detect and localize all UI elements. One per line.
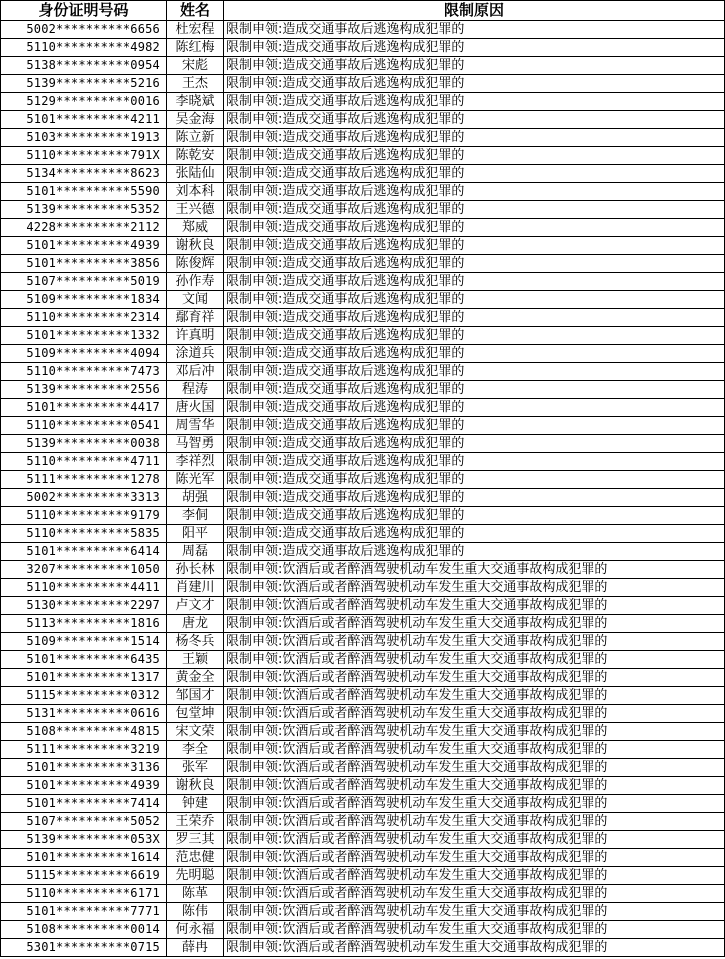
reason-cell: 限制申领:造成交通事故后逃逸构成犯罪的 [224, 255, 725, 273]
table-row [1, 309, 725, 327]
reason-cell: 限制申领:造成交通事故后逃逸构成犯罪的 [224, 165, 725, 183]
name-cell: 唐火国 [167, 399, 224, 417]
table-row [1, 183, 725, 201]
id-number-cell: 5139**********053X [1, 831, 167, 849]
id-number-cell: 5110**********791X [1, 147, 167, 165]
id-number-cell: 5110**********9179 [1, 507, 167, 525]
name-cell: 范忠健 [167, 849, 224, 867]
reason-cell: 限制申领:饮酒后或者醉酒驾驶机动车发生重大交通事故构成犯罪的 [224, 885, 725, 903]
reason-cell: 限制申领:饮酒后或者醉酒驾驶机动车发生重大交通事故构成犯罪的 [224, 813, 725, 831]
header-reason: 限制原因 [224, 1, 725, 21]
table-row [1, 255, 725, 273]
reason-cell: 限制申领:饮酒后或者醉酒驾驶机动车发生重大交通事故构成犯罪的 [224, 579, 725, 597]
table-row [1, 759, 725, 777]
reason-cell: 限制申领:饮酒后或者醉酒驾驶机动车发生重大交通事故构成犯罪的 [224, 669, 725, 687]
table-row [1, 903, 725, 921]
name-cell: 唐龙 [167, 615, 224, 633]
name-cell: 李晓斌 [167, 93, 224, 111]
id-number-cell: 5101**********5590 [1, 183, 167, 201]
reason-cell: 限制申领:饮酒后或者醉酒驾驶机动车发生重大交通事故构成犯罪的 [224, 759, 725, 777]
table-row [1, 543, 725, 561]
id-number-cell: 5101**********4417 [1, 399, 167, 417]
id-number-cell: 5101**********3136 [1, 759, 167, 777]
table-row [1, 651, 725, 669]
name-cell: 邹国才 [167, 687, 224, 705]
id-number-cell: 5101**********7414 [1, 795, 167, 813]
id-number-cell: 5002**********6656 [1, 21, 167, 39]
name-cell: 周雪华 [167, 417, 224, 435]
table-row [1, 813, 725, 831]
table-row [1, 75, 725, 93]
name-cell: 涂道兵 [167, 345, 224, 363]
reason-cell: 限制申领:饮酒后或者醉酒驾驶机动车发生重大交通事故构成犯罪的 [224, 651, 725, 669]
id-number-cell: 5108**********0014 [1, 921, 167, 939]
reason-cell: 限制申领:饮酒后或者醉酒驾驶机动车发生重大交通事故构成犯罪的 [224, 615, 725, 633]
reason-cell: 限制申领:造成交通事故后逃逸构成犯罪的 [224, 489, 725, 507]
table-row [1, 579, 725, 597]
name-cell: 陈光军 [167, 471, 224, 489]
name-cell: 李全 [167, 741, 224, 759]
table-row [1, 723, 725, 741]
name-cell: 吴金海 [167, 111, 224, 129]
table-row [1, 291, 725, 309]
id-number-cell: 5101**********6435 [1, 651, 167, 669]
id-number-cell: 5113**********1816 [1, 615, 167, 633]
name-cell: 陈俊辉 [167, 255, 224, 273]
table-row [1, 273, 725, 291]
table-row [1, 399, 725, 417]
table-row [1, 93, 725, 111]
name-cell: 李侗 [167, 507, 224, 525]
id-number-cell: 5139**********2556 [1, 381, 167, 399]
name-cell: 罗三其 [167, 831, 224, 849]
name-cell: 胡强 [167, 489, 224, 507]
id-number-cell: 5101**********1317 [1, 669, 167, 687]
name-cell: 张陆仙 [167, 165, 224, 183]
name-cell: 孙长林 [167, 561, 224, 579]
id-number-cell: 5111**********1278 [1, 471, 167, 489]
reason-cell: 限制申领:造成交通事故后逃逸构成犯罪的 [224, 453, 725, 471]
table-row [1, 21, 725, 39]
table-row [1, 417, 725, 435]
reason-cell: 限制申领:造成交通事故后逃逸构成犯罪的 [224, 291, 725, 309]
reason-cell: 限制申领:造成交通事故后逃逸构成犯罪的 [224, 417, 725, 435]
reason-cell: 限制申领:造成交通事故后逃逸构成犯罪的 [224, 543, 725, 561]
table-row [1, 237, 725, 255]
name-cell: 肖建川 [167, 579, 224, 597]
name-cell: 王兴德 [167, 201, 224, 219]
table-row [1, 615, 725, 633]
name-cell: 何永福 [167, 921, 224, 939]
reason-cell: 限制申领:造成交通事故后逃逸构成犯罪的 [224, 399, 725, 417]
table-row [1, 669, 725, 687]
id-number-cell: 5139**********0038 [1, 435, 167, 453]
table-row [1, 885, 725, 903]
table-row [1, 129, 725, 147]
id-number-cell: 5002**********3313 [1, 489, 167, 507]
id-number-cell: 5134**********8623 [1, 165, 167, 183]
table-row [1, 867, 725, 885]
name-cell: 张军 [167, 759, 224, 777]
table-row [1, 471, 725, 489]
reason-cell: 限制申领:造成交通事故后逃逸构成犯罪的 [224, 327, 725, 345]
name-cell: 王颖 [167, 651, 224, 669]
name-cell: 邓后冲 [167, 363, 224, 381]
table-row [1, 561, 725, 579]
id-number-cell: 5130**********2297 [1, 597, 167, 615]
id-number-cell: 5108**********4815 [1, 723, 167, 741]
table-row [1, 165, 725, 183]
table-row [1, 489, 725, 507]
name-cell: 程涛 [167, 381, 224, 399]
reason-cell: 限制申领:饮酒后或者醉酒驾驶机动车发生重大交通事故构成犯罪的 [224, 723, 725, 741]
name-cell: 阳平 [167, 525, 224, 543]
reason-cell: 限制申领:饮酒后或者醉酒驾驶机动车发生重大交通事故构成犯罪的 [224, 777, 725, 795]
reason-cell: 限制申领:饮酒后或者醉酒驾驶机动车发生重大交通事故构成犯罪的 [224, 741, 725, 759]
id-number-cell: 5301**********0715 [1, 939, 167, 957]
id-number-cell: 5101**********6414 [1, 543, 167, 561]
name-cell: 先明聪 [167, 867, 224, 885]
id-number-cell: 5107**********5019 [1, 273, 167, 291]
reason-cell: 限制申领:造成交通事故后逃逸构成犯罪的 [224, 219, 725, 237]
table-row [1, 831, 725, 849]
reason-cell: 限制申领:造成交通事故后逃逸构成犯罪的 [224, 111, 725, 129]
name-cell: 杜宏程 [167, 21, 224, 39]
name-cell: 陈乾安 [167, 147, 224, 165]
id-number-cell: 5131**********0616 [1, 705, 167, 723]
reason-cell: 限制申领:造成交通事故后逃逸构成犯罪的 [224, 471, 725, 489]
reason-cell: 限制申领:造成交通事故后逃逸构成犯罪的 [224, 507, 725, 525]
table-row [1, 39, 725, 57]
reason-cell: 限制申领:造成交通事故后逃逸构成犯罪的 [224, 93, 725, 111]
name-cell: 刘本科 [167, 183, 224, 201]
table-row [1, 633, 725, 651]
name-cell: 陈红梅 [167, 39, 224, 57]
id-number-cell: 5109**********4094 [1, 345, 167, 363]
id-number-cell: 5110**********4982 [1, 39, 167, 57]
table-row [1, 147, 725, 165]
name-cell: 周磊 [167, 543, 224, 561]
id-number-cell: 5110**********7473 [1, 363, 167, 381]
reason-cell: 限制申领:造成交通事故后逃逸构成犯罪的 [224, 75, 725, 93]
id-number-cell: 5101**********4939 [1, 237, 167, 255]
name-cell: 陈立新 [167, 129, 224, 147]
name-cell: 鄢育祥 [167, 309, 224, 327]
reason-cell: 限制申领:造成交通事故后逃逸构成犯罪的 [224, 183, 725, 201]
reason-cell: 限制申领:造成交通事故后逃逸构成犯罪的 [224, 147, 725, 165]
table-row [1, 741, 725, 759]
table-row [1, 453, 725, 471]
name-cell: 许真明 [167, 327, 224, 345]
name-cell: 马智勇 [167, 435, 224, 453]
id-number-cell: 5101**********3856 [1, 255, 167, 273]
table-row [1, 345, 725, 363]
reason-cell: 限制申领:造成交通事故后逃逸构成犯罪的 [224, 363, 725, 381]
id-number-cell: 5138**********0954 [1, 57, 167, 75]
table-row [1, 201, 725, 219]
table-row [1, 57, 725, 75]
table-row [1, 219, 725, 237]
reason-cell: 限制申领:造成交通事故后逃逸构成犯罪的 [224, 309, 725, 327]
reason-cell: 限制申领:造成交通事故后逃逸构成犯罪的 [224, 57, 725, 75]
id-number-cell: 5115**********6619 [1, 867, 167, 885]
table-row [1, 327, 725, 345]
id-number-cell: 5111**********3219 [1, 741, 167, 759]
name-cell: 宋彪 [167, 57, 224, 75]
reason-cell: 限制申领:饮酒后或者醉酒驾驶机动车发生重大交通事故构成犯罪的 [224, 921, 725, 939]
reason-cell: 限制申领:造成交通事故后逃逸构成犯罪的 [224, 129, 725, 147]
id-number-cell: 5110**********0541 [1, 417, 167, 435]
header-name: 姓名 [167, 1, 224, 21]
name-cell: 王杰 [167, 75, 224, 93]
reason-cell: 限制申领:造成交通事故后逃逸构成犯罪的 [224, 525, 725, 543]
name-cell: 文闻 [167, 291, 224, 309]
name-cell: 卢文才 [167, 597, 224, 615]
name-cell: 王荣乔 [167, 813, 224, 831]
reason-cell: 限制申领:饮酒后或者醉酒驾驶机动车发生重大交通事故构成犯罪的 [224, 867, 725, 885]
table-row [1, 525, 725, 543]
name-cell: 郑威 [167, 219, 224, 237]
reason-cell: 限制申领:饮酒后或者醉酒驾驶机动车发生重大交通事故构成犯罪的 [224, 939, 725, 957]
table-row [1, 939, 725, 957]
reason-cell: 限制申领:饮酒后或者醉酒驾驶机动车发生重大交通事故构成犯罪的 [224, 795, 725, 813]
reason-cell: 限制申领:造成交通事故后逃逸构成犯罪的 [224, 39, 725, 57]
table-body [1, 21, 725, 957]
name-cell: 宋文荣 [167, 723, 224, 741]
header-id-number: 身份证明号码 [1, 1, 167, 21]
header-row [1, 1, 725, 21]
table-row [1, 849, 725, 867]
name-cell: 孙作寿 [167, 273, 224, 291]
name-cell: 钟建 [167, 795, 224, 813]
table-row [1, 507, 725, 525]
reason-cell: 限制申领:饮酒后或者醉酒驾驶机动车发生重大交通事故构成犯罪的 [224, 705, 725, 723]
table-row [1, 705, 725, 723]
name-cell: 杨冬兵 [167, 633, 224, 651]
id-number-cell: 5101**********1332 [1, 327, 167, 345]
id-number-cell: 5101**********1614 [1, 849, 167, 867]
reason-cell: 限制申领:饮酒后或者醉酒驾驶机动车发生重大交通事故构成犯罪的 [224, 687, 725, 705]
id-number-cell: 5109**********1834 [1, 291, 167, 309]
table-row [1, 111, 725, 129]
name-cell: 薛冉 [167, 939, 224, 957]
id-number-cell: 5103**********1913 [1, 129, 167, 147]
reason-cell: 限制申领:造成交通事故后逃逸构成犯罪的 [224, 435, 725, 453]
reason-cell: 限制申领:造成交通事故后逃逸构成犯罪的 [224, 21, 725, 39]
id-number-cell: 5139**********5216 [1, 75, 167, 93]
id-number-cell: 5109**********1514 [1, 633, 167, 651]
id-number-cell: 5110**********6171 [1, 885, 167, 903]
name-cell: 包堂坤 [167, 705, 224, 723]
reason-cell: 限制申领:饮酒后或者醉酒驾驶机动车发生重大交通事故构成犯罪的 [224, 849, 725, 867]
reason-cell: 限制申领:造成交通事故后逃逸构成犯罪的 [224, 345, 725, 363]
table-row [1, 687, 725, 705]
id-number-cell: 5115**********0312 [1, 687, 167, 705]
reason-cell: 限制申领:造成交通事故后逃逸构成犯罪的 [224, 273, 725, 291]
id-number-cell: 3207**********1050 [1, 561, 167, 579]
id-number-cell: 5101**********4939 [1, 777, 167, 795]
reason-cell: 限制申领:饮酒后或者醉酒驾驶机动车发生重大交通事故构成犯罪的 [224, 831, 725, 849]
id-number-cell: 5110**********5835 [1, 525, 167, 543]
id-number-cell: 5107**********5052 [1, 813, 167, 831]
id-number-cell: 5129**********0016 [1, 93, 167, 111]
table-row [1, 363, 725, 381]
reason-cell: 限制申领:饮酒后或者醉酒驾驶机动车发生重大交通事故构成犯罪的 [224, 597, 725, 615]
id-number-cell: 5110**********4711 [1, 453, 167, 471]
id-number-cell: 5139**********5352 [1, 201, 167, 219]
id-number-cell: 4228**********2112 [1, 219, 167, 237]
reason-cell: 限制申领:饮酒后或者醉酒驾驶机动车发生重大交通事故构成犯罪的 [224, 561, 725, 579]
table-row [1, 381, 725, 399]
table-row [1, 435, 725, 453]
name-cell: 陈革 [167, 885, 224, 903]
id-number-cell: 5110**********4411 [1, 579, 167, 597]
reason-cell: 限制申领:饮酒后或者醉酒驾驶机动车发生重大交通事故构成犯罪的 [224, 903, 725, 921]
reason-cell: 限制申领:造成交通事故后逃逸构成犯罪的 [224, 237, 725, 255]
id-number-cell: 5101**********4211 [1, 111, 167, 129]
table-row [1, 777, 725, 795]
name-cell: 谢秋良 [167, 777, 224, 795]
name-cell: 李祥烈 [167, 453, 224, 471]
reason-cell: 限制申领:造成交通事故后逃逸构成犯罪的 [224, 201, 725, 219]
table-row [1, 795, 725, 813]
reason-cell: 限制申领:饮酒后或者醉酒驾驶机动车发生重大交通事故构成犯罪的 [224, 633, 725, 651]
name-cell: 谢秋良 [167, 237, 224, 255]
id-number-cell: 5110**********2314 [1, 309, 167, 327]
table-row [1, 597, 725, 615]
table-row [1, 921, 725, 939]
reason-cell: 限制申领:造成交通事故后逃逸构成犯罪的 [224, 381, 725, 399]
name-cell: 陈伟 [167, 903, 224, 921]
name-cell: 黄金全 [167, 669, 224, 687]
id-number-cell: 5101**********7771 [1, 903, 167, 921]
